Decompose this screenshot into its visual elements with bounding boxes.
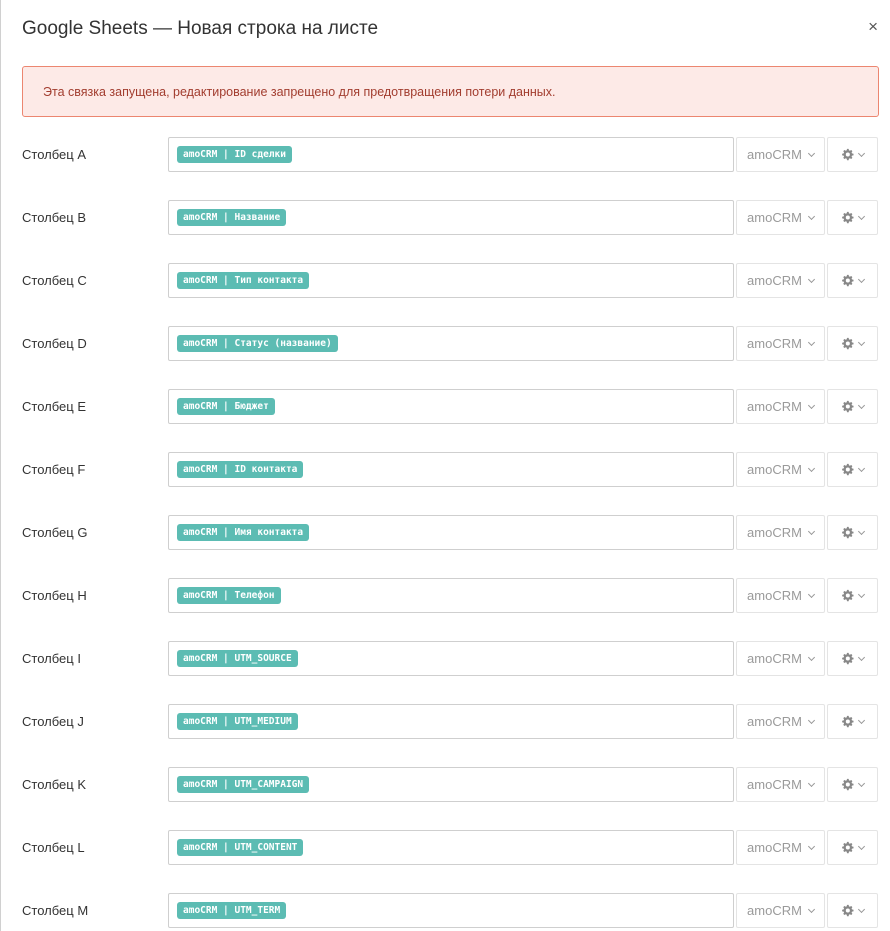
column-value-field[interactable] bbox=[168, 893, 734, 928]
value-chip[interactable]: amoCRM | UTM_MEDIUM bbox=[177, 713, 298, 730]
column-value-field[interactable] bbox=[168, 389, 734, 424]
source-label: amoCRM bbox=[747, 588, 802, 603]
chevron-down-icon bbox=[808, 779, 815, 786]
value-chip[interactable]: amoCRM | ID контакта bbox=[177, 461, 303, 478]
column-label: Столбец D bbox=[22, 336, 87, 351]
source-dropdown-button[interactable] bbox=[736, 137, 825, 172]
column-value-field[interactable] bbox=[168, 452, 734, 487]
column-value-field[interactable] bbox=[168, 641, 734, 676]
settings-dropdown-button[interactable] bbox=[827, 452, 878, 487]
chevron-down-icon bbox=[858, 464, 865, 471]
gear-icon bbox=[841, 148, 854, 161]
column-label: Столбец M bbox=[22, 903, 89, 918]
value-chip[interactable]: amoCRM | Статус (название) bbox=[177, 335, 338, 352]
source-dropdown-button[interactable] bbox=[736, 830, 825, 865]
source-label: amoCRM bbox=[747, 840, 802, 855]
value-chip[interactable]: amoCRM | UTM_TERM bbox=[177, 902, 286, 919]
chevron-down-icon bbox=[808, 275, 815, 282]
value-chip[interactable]: amoCRM | Имя контакта bbox=[177, 524, 309, 541]
column-mapping-row bbox=[1, 704, 890, 767]
gear-icon bbox=[841, 400, 854, 413]
source-dropdown-button[interactable] bbox=[736, 704, 825, 739]
settings-dropdown-button[interactable] bbox=[827, 578, 878, 613]
chevron-down-icon bbox=[858, 590, 865, 597]
column-label: Столбец K bbox=[22, 777, 86, 792]
column-mapping-row bbox=[1, 137, 890, 200]
settings-dropdown-button[interactable] bbox=[827, 830, 878, 865]
column-value-field[interactable] bbox=[168, 326, 734, 361]
source-dropdown-button[interactable] bbox=[736, 641, 825, 676]
settings-dropdown-button[interactable] bbox=[827, 704, 878, 739]
gear-icon bbox=[841, 274, 854, 287]
column-label: Столбец F bbox=[22, 462, 86, 477]
value-chip[interactable]: amoCRM | UTM_CONTENT bbox=[177, 839, 303, 856]
column-value-field[interactable] bbox=[168, 578, 734, 613]
source-dropdown-button[interactable] bbox=[736, 515, 825, 550]
chevron-down-icon bbox=[808, 653, 815, 660]
chevron-down-icon bbox=[858, 149, 865, 156]
modal-title: Google Sheets — Новая строка на листе bbox=[22, 18, 379, 39]
settings-dropdown-button[interactable] bbox=[827, 893, 878, 928]
value-chip[interactable]: amoCRM | ID сделки bbox=[177, 146, 292, 163]
column-label: Столбец L bbox=[22, 840, 85, 855]
settings-dropdown-button[interactable] bbox=[827, 326, 878, 361]
settings-dropdown-button[interactable] bbox=[827, 263, 878, 298]
gear-icon bbox=[841, 778, 854, 791]
source-dropdown-button[interactable] bbox=[736, 200, 825, 235]
chevron-down-icon bbox=[858, 527, 865, 534]
gear-icon bbox=[841, 652, 854, 665]
column-mapping-list bbox=[1, 137, 890, 931]
column-mapping-row bbox=[1, 578, 890, 641]
column-value-field[interactable] bbox=[168, 830, 734, 865]
gear-icon bbox=[841, 337, 854, 350]
chevron-down-icon bbox=[808, 149, 815, 156]
source-label: amoCRM bbox=[747, 210, 802, 225]
settings-dropdown-button[interactable] bbox=[827, 137, 878, 172]
chevron-down-icon bbox=[858, 338, 865, 345]
gear-icon bbox=[841, 211, 854, 224]
column-value-field[interactable] bbox=[168, 137, 734, 172]
source-label: amoCRM bbox=[747, 525, 802, 540]
chevron-down-icon bbox=[808, 842, 815, 849]
settings-dropdown-button[interactable] bbox=[827, 515, 878, 550]
column-label: Столбец H bbox=[22, 588, 87, 603]
source-label: amoCRM bbox=[747, 462, 802, 477]
column-mapping-row bbox=[1, 641, 890, 704]
column-label: Столбец G bbox=[22, 525, 88, 540]
source-dropdown-button[interactable] bbox=[736, 578, 825, 613]
column-value-field[interactable] bbox=[168, 515, 734, 550]
column-mapping-row bbox=[1, 893, 890, 931]
settings-dropdown-button[interactable] bbox=[827, 389, 878, 424]
chevron-down-icon bbox=[808, 464, 815, 471]
alert-text: Эта связка запущена, редактирование запрещено для предотвращения потери данных. bbox=[43, 84, 556, 99]
source-dropdown-button[interactable] bbox=[736, 389, 825, 424]
column-value-field[interactable] bbox=[168, 263, 734, 298]
chevron-down-icon bbox=[858, 779, 865, 786]
readonly-alert bbox=[22, 66, 879, 117]
value-chip[interactable]: amoCRM | Название bbox=[177, 209, 286, 226]
settings-dropdown-button[interactable] bbox=[827, 641, 878, 676]
column-value-field[interactable] bbox=[168, 767, 734, 802]
column-mapping-row bbox=[1, 389, 890, 452]
column-mapping-row bbox=[1, 452, 890, 515]
column-label: Столбец I bbox=[22, 651, 81, 666]
source-dropdown-button[interactable] bbox=[736, 263, 825, 298]
source-label: amoCRM bbox=[747, 147, 802, 162]
column-mapping-row bbox=[1, 200, 890, 263]
chevron-down-icon bbox=[858, 842, 865, 849]
gear-icon bbox=[841, 715, 854, 728]
chevron-down-icon bbox=[858, 401, 865, 408]
gear-icon bbox=[841, 463, 854, 476]
chevron-down-icon bbox=[808, 212, 815, 219]
value-chip[interactable]: amoCRM | UTM_CAMPAIGN bbox=[177, 776, 309, 793]
column-mapping-row bbox=[1, 263, 890, 326]
chevron-down-icon bbox=[858, 716, 865, 723]
column-label: Столбец J bbox=[22, 714, 84, 729]
chevron-down-icon bbox=[808, 527, 815, 534]
column-label: Столбец A bbox=[22, 147, 86, 162]
settings-dropdown-button[interactable] bbox=[827, 767, 878, 802]
source-label: amoCRM bbox=[747, 714, 802, 729]
close-icon[interactable]: × bbox=[868, 17, 878, 36]
source-dropdown-button[interactable] bbox=[736, 326, 825, 361]
gear-icon bbox=[841, 589, 854, 602]
column-label: Столбец E bbox=[22, 399, 86, 414]
gear-icon bbox=[841, 904, 854, 917]
column-mapping-row bbox=[1, 830, 890, 893]
value-chip[interactable]: amoCRM | Бюджет bbox=[177, 398, 275, 415]
source-dropdown-button[interactable] bbox=[736, 767, 825, 802]
chevron-down-icon bbox=[858, 653, 865, 660]
column-value-field[interactable] bbox=[168, 704, 734, 739]
column-mapping-row bbox=[1, 515, 890, 578]
value-chip[interactable]: amoCRM | UTM_SOURCE bbox=[177, 650, 298, 667]
column-mapping-row bbox=[1, 326, 890, 389]
gear-icon bbox=[841, 526, 854, 539]
source-dropdown-button[interactable] bbox=[736, 452, 825, 487]
chevron-down-icon bbox=[808, 590, 815, 597]
gear-icon bbox=[841, 841, 854, 854]
chevron-down-icon bbox=[858, 905, 865, 912]
chevron-down-icon bbox=[808, 716, 815, 723]
settings-dropdown-button[interactable] bbox=[827, 200, 878, 235]
source-dropdown-button[interactable] bbox=[736, 893, 825, 928]
chevron-down-icon bbox=[858, 275, 865, 282]
value-chip[interactable]: amoCRM | Телефон bbox=[177, 587, 281, 604]
source-label: amoCRM bbox=[747, 273, 802, 288]
source-label: amoCRM bbox=[747, 777, 802, 792]
column-label: Столбец C bbox=[22, 273, 87, 288]
chevron-down-icon bbox=[808, 338, 815, 345]
source-label: amoCRM bbox=[747, 903, 802, 918]
source-label: amoCRM bbox=[747, 651, 802, 666]
column-value-field[interactable] bbox=[168, 200, 734, 235]
column-mapping-row bbox=[1, 767, 890, 830]
chevron-down-icon bbox=[808, 905, 815, 912]
value-chip[interactable]: amoCRM | Тип контакта bbox=[177, 272, 309, 289]
source-label: amoCRM bbox=[747, 336, 802, 351]
source-label: amoCRM bbox=[747, 399, 802, 414]
column-label: Столбец B bbox=[22, 210, 86, 225]
chevron-down-icon bbox=[858, 212, 865, 219]
chevron-down-icon bbox=[808, 401, 815, 408]
